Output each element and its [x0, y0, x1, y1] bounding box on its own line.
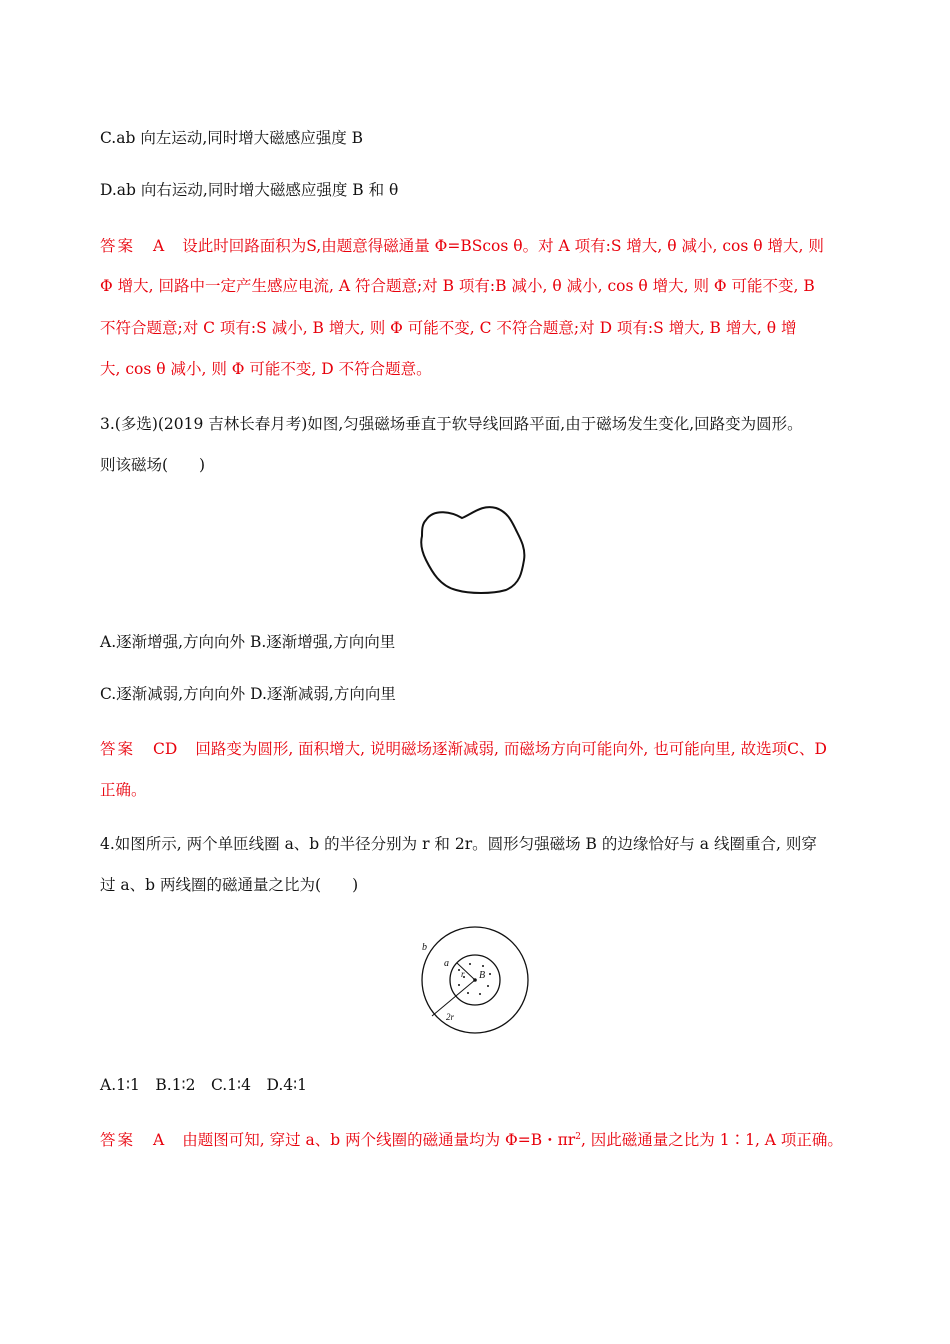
answer-choice: A — [153, 1131, 165, 1149]
irregular-loop-path — [421, 507, 524, 593]
q3-stem-line-1: 3.(多选)(2019 吉林长春月考)如图,匀强磁场垂直于软导线回路平面,由于磁场发生变化,回路变为圆形。 — [100, 415, 803, 433]
q2-option-c: C.ab 向左运动,同时增大磁感应强度 B — [100, 129, 364, 147]
q3-stem-line-2: 则该磁场( ) — [100, 456, 206, 474]
q2-answer-line-3: 不符合题意;对 C 项有:S 减小, B 增大, 则 Φ 可能不变, C 不符合题意;对 D 项有:S 增大, B 增大, θ 增 — [100, 319, 797, 337]
answer-choice: CD — [153, 740, 178, 758]
q2-answer-line-1 — [100, 236, 824, 256]
answer-text: 设此时回路面积为S,由题意得磁通量 Φ=BScos θ。对 A 项有:S 增大, θ 减小, cos θ 增大, 则 — [182, 237, 824, 255]
label-a: a — [444, 958, 449, 969]
soft-wire-loop-figure — [416, 500, 532, 600]
q3-answer-line-1 — [100, 739, 827, 759]
q4-stem-line-1: 4.如图所示, 两个单匝线圈 a、b 的半径分别为 r 和 2r。圆形匀强磁场 B 的边缘恰好与 a 线圈重合, 则穿 — [100, 835, 817, 853]
q4-stem-line-2: 过 a、b 两线圈的磁通量之比为( ) — [100, 876, 359, 894]
answer-superscript: 2 — [575, 1132, 581, 1142]
answer-choice: A — [153, 237, 165, 255]
answer-label: 答案 — [100, 237, 136, 255]
label-r: r — [461, 969, 465, 979]
label-b: b — [422, 942, 427, 953]
q3-options-line-1: A.逐渐增强,方向向外 B.逐渐增强,方向向里 — [100, 633, 396, 651]
q3-options-line-2: C.逐渐减弱,方向向外 D.逐渐减弱,方向向里 — [100, 685, 396, 703]
q4-answer-line — [100, 1130, 843, 1150]
q3-answer-line-2: 正确。 — [100, 781, 147, 799]
label-2r: 2r — [446, 1012, 455, 1022]
radius-b-line — [432, 980, 475, 1016]
label-field-b: B — [479, 970, 486, 981]
answer-label: 答案 — [100, 1131, 136, 1149]
coils-figure — [412, 926, 536, 1044]
answer-text: 回路变为圆形, 面积增大, 说明磁场逐渐减弱, 而磁场方向可能向外, 也可能向里, 故选项C、D — [195, 740, 827, 758]
q2-answer-line-4: 大, cos θ 减小, 则 Φ 可能不变, D 不符合题意。 — [100, 360, 432, 378]
q2-answer-line-2: Φ 增大, 回路中一定产生感应电流, A 符合题意;对 B 项有:B 减小, θ 减小, cos θ 增大, 则 Φ 可能不变, B — [100, 277, 815, 295]
answer-text-after: , 因此磁通量之比为 1∶1, A 项正确。 — [580, 1131, 843, 1149]
q4-options: A.1∶1 B.1∶2 C.1∶4 D.4∶1 — [100, 1076, 308, 1094]
q2-option-d: D.ab 向右运动,同时增大磁感应强度 B 和 θ — [100, 181, 399, 199]
radius-a-line — [457, 963, 475, 980]
answer-label: 答案 — [100, 740, 136, 758]
answer-text-before: 由题图可知, 穿过 a、b 两个线圈的磁通量均为 Φ=B・πr — [182, 1131, 576, 1149]
